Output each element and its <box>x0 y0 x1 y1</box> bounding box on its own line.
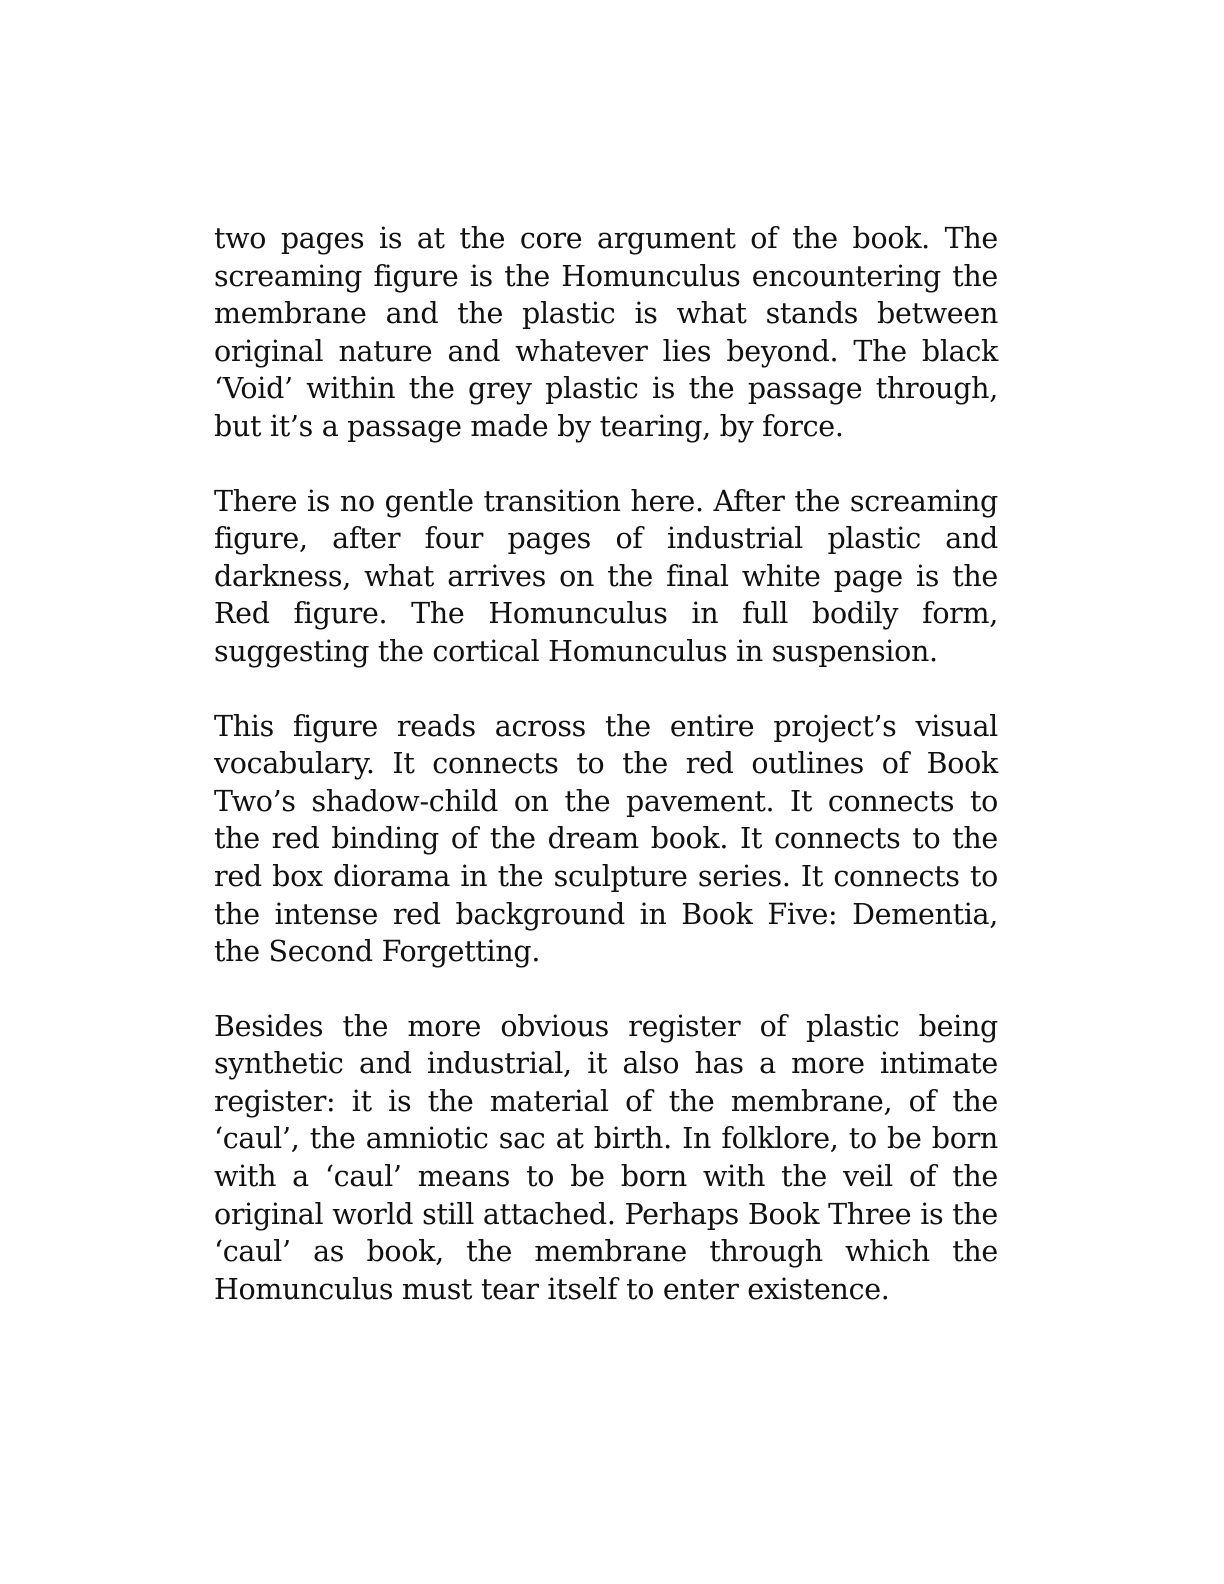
paragraph: Besides the more obvious register of plastic being synthetic and industrial, it also has a more intimate register: it is the material of the membrane, of the ‘caul’, the amniotic sac at birth. In folklore, to be born with a ‘caul’ means to be born with the veil of the original world still attached. Perhaps Book Three is the ‘caul’ as book, the membrane through which the Homunculus must tear itself to enter existence. <box>214 1009 998 1306</box>
paragraph: This figure reads across the entire project’s visual vocabulary. It connects to the red outlines of Book Two’s shadow-child on the pavement. It connects to the red binding of the dream book. It connects to the red box diorama in the sculpture series. It connects to the intense red background in Book Five: Dementia, the Second Forgetting. <box>214 709 998 969</box>
body-text <box>214 220 998 1345</box>
paragraph: two pages is at the core argument of the book. The screaming figure is the Homunculus encountering the membrane and the plastic is what stands between original nature and whatever lies beyond. The black ‘Void’ within the grey plastic is the passage through, but it’s a passage made by tearing, by force. <box>214 222 998 443</box>
paragraph: There is no gentle transition here. After the screaming figure, after four pages of industrial plastic and darkness, what arrives on the final white page is the Red figure. The Homunculus in full bodily form, suggesting the cortical Homunculus in suspension. <box>214 484 998 668</box>
